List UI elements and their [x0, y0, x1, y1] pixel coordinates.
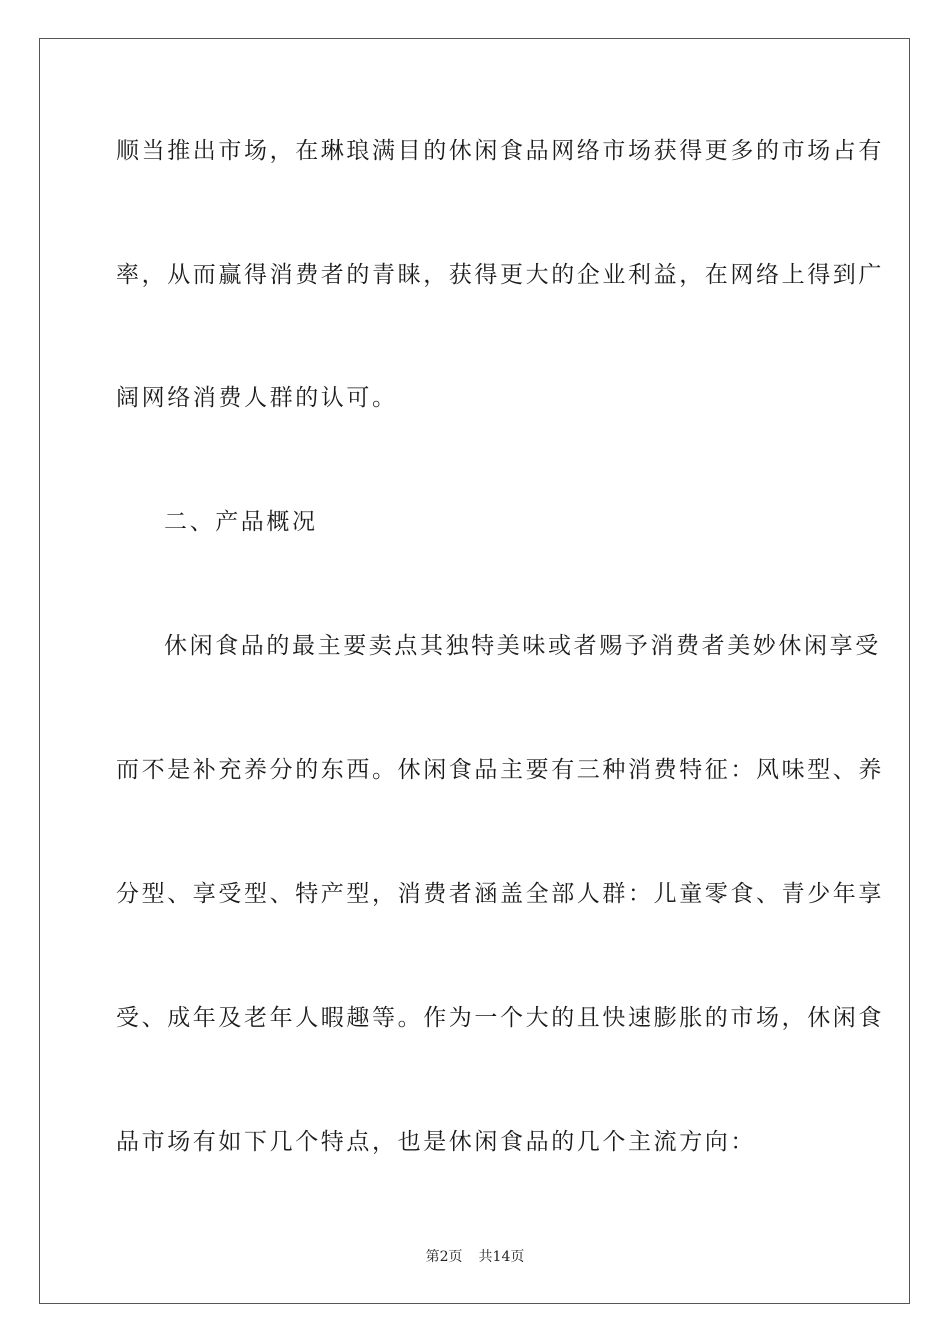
page-border [39, 38, 910, 1304]
body-paragraph-line: 受、成年及老年人暇趣等。作为一个大的且快速膨胀的市场，休闲食 [116, 1005, 884, 1031]
page-total: 共14页 [478, 1249, 525, 1265]
body-paragraph-line: 休闲食品的最主要卖点其独特美味或者赐予消费者美妙休闲享受 [164, 633, 881, 659]
page-footer [0, 1247, 950, 1267]
body-paragraph-line: 品市场有如下几个特点，也是休闲食品的几个主流方向： [116, 1129, 756, 1155]
body-paragraph-line: 率，从而赢得消费者的青睐，获得更大的企业利益，在网络上得到广 [116, 262, 884, 288]
body-paragraph-line: 顺当推出市场，在琳琅满目的休闲食品网络市场获得更多的市场占有 [116, 138, 884, 164]
body-paragraph-line: 而不是补充养分的东西。休闲食品主要有三种消费特征：风味型、养 [116, 757, 884, 783]
body-paragraph-line: 分型、享受型、特产型，消费者涵盖全部人群：儿童零食、青少年享 [116, 881, 884, 907]
page-number: 第2页 [425, 1249, 463, 1265]
section-heading: 二、产品概况 [164, 509, 318, 535]
body-paragraph-line: 阔网络消费人群的认可。 [116, 385, 398, 411]
